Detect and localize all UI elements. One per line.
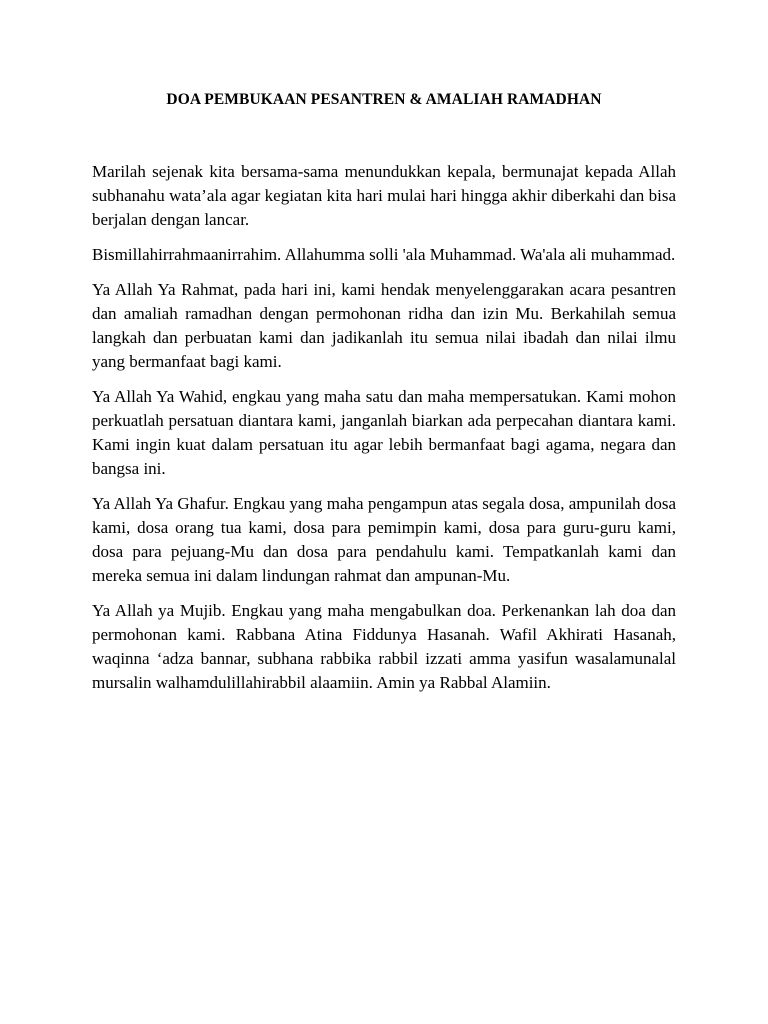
paragraph-bismillah: Bismillahirrahmaanirrahim. Allahumma solli 'ala Muhammad. Wa'ala ali muhammad. <box>92 245 676 264</box>
paragraph-opening: Marilah sejenak kita bersama-sama menundukkan kepala, bermunajat kepada Allah subhanahu wata’ala agar kegiatan kita hari mulai hari hingga akhir diberkahi dan bisa berjalan dengan lancar. <box>92 162 676 229</box>
paragraph-ya-rahmat: Ya Allah Ya Rahmat, pada hari ini, kami hendak menyelenggarakan acara pesantren dan amaliah ramadhan dengan permohonan ridha dan izin Mu. Berkahilah semua langkah dan perbuatan kami dan jadikanlah itu semua nilai ibadah dan nilai ilmu yang bermanfaat bagi kami. <box>92 280 676 371</box>
paragraph-ya-wahid: Ya Allah Ya Wahid, engkau yang maha satu dan maha mempersatukan. Kami mohon perkuatlah persatuan diantara kami, janganlah biarkan ada perpecahan diantara kami. Kami ingin kuat dalam persatuan itu agar lebih bermanfaat bagi agama, negara dan bangsa ini. <box>92 387 676 478</box>
document-title: DOA PEMBUKAAN PESANTREN & AMALIAH RAMADHAN <box>166 91 602 108</box>
paragraph-ya-mujib: Ya Allah ya Mujib. Engkau yang maha mengabulkan doa. Perkenankan lah doa dan permohonan kami. Rabbana Atina Fiddunya Hasanah. Wafil Akhirati Hasanah, waqinna ‘adza bannar, subhana rabbika rabbil izzati amma yasifun wasalamunalal mursalin walhamdulillahirabbil alaamiin. Amin ya Rabbal Alamiin. <box>92 601 676 692</box>
paragraph-ya-ghafur: Ya Allah Ya Ghafur. Engkau yang maha pengampun atas segala dosa, ampunilah dosa kami, dosa orang tua kami, dosa para pemimpin kami, dosa para guru-guru kami, dosa para pejuang-Mu dan dosa para pendahulu kami. Tempatkanlah kami dan mereka semua ini dalam lindungan rahmat dan ampunan-Mu. <box>92 494 676 585</box>
